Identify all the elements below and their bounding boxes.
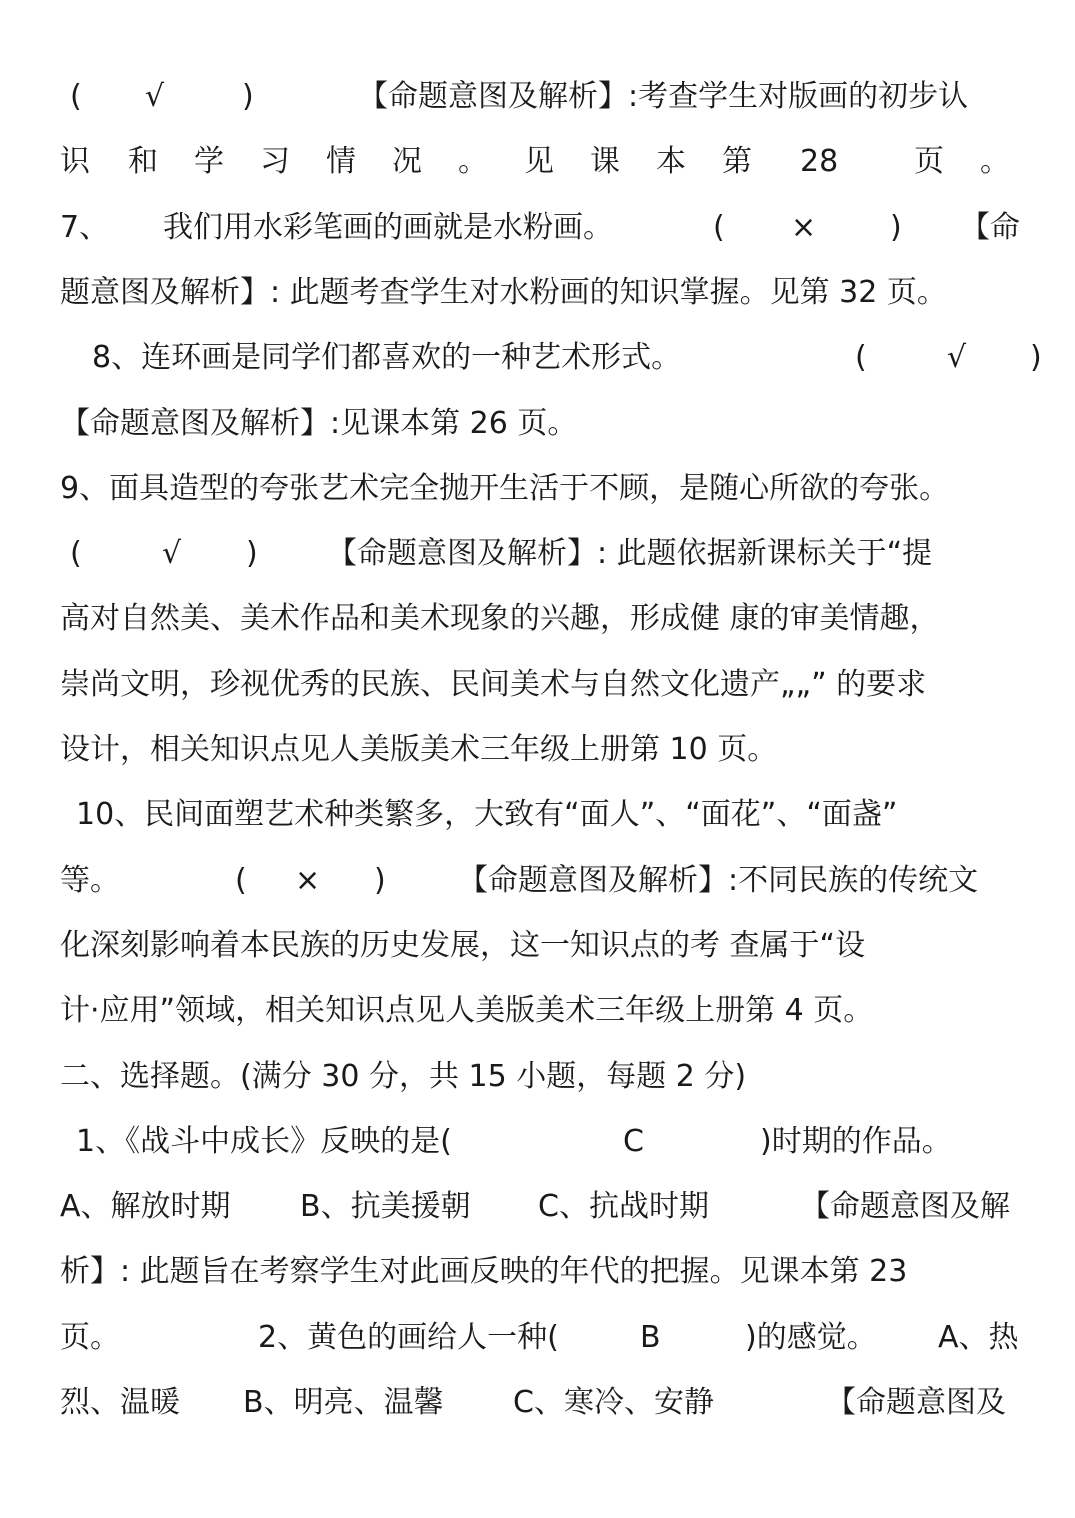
text-segment: 第 (722, 144, 752, 179)
text-segment: √ (947, 340, 967, 375)
text-segment: )时期的作品。 (760, 1124, 952, 1159)
text-segment: 【命题意图及解析】: 此题依据新课标关于“提 (327, 536, 933, 571)
text-line (0, 1252, 1075, 1292)
text-segment: ( (70, 536, 82, 571)
text-segment: 计·应用”领域，相关知识点见人美版美术三年级上册第 4 页。 (60, 993, 874, 1028)
text-line (0, 1318, 1075, 1358)
text-segment: B、抗美援朝 (300, 1189, 471, 1224)
text-segment: × (791, 210, 817, 245)
text-segment: ) (242, 79, 254, 114)
text-segment: 和 (128, 144, 158, 179)
text-segment: 10、民间面塑艺术种类繁多，大致有“面人”、“面花”、“面盏” (76, 797, 898, 832)
text-line (0, 77, 1075, 117)
text-segment: ( (713, 210, 725, 245)
text-segment: 设计，相关知识点见人美版美术三年级上册第 10 页。 (60, 732, 778, 767)
text-segment: 【命题意图及解析】:见课本第 26 页。 (60, 406, 578, 441)
text-line (0, 142, 1075, 182)
text-segment: 高对自然美、美术作品和美术现象的兴趣，形成健 康的审美情趣， (60, 601, 940, 636)
text-segment: 学 (194, 144, 224, 179)
text-segment: 页。 (60, 1320, 120, 1355)
text-segment: C、抗战时期 (538, 1189, 709, 1224)
text-segment: 情 (326, 144, 356, 179)
text-segment: 。 (980, 144, 1010, 179)
text-segment: × (295, 863, 321, 898)
text-line (0, 861, 1075, 901)
text-line (0, 795, 1075, 835)
text-line (0, 338, 1075, 378)
text-segment: C、寒冷、安静 (513, 1385, 714, 1420)
text-line (0, 534, 1075, 574)
text-segment: 2、黄色的画给人一种( (258, 1320, 559, 1355)
text-segment: ) (890, 210, 902, 245)
text-segment: ( (70, 79, 82, 114)
text-line (0, 208, 1075, 248)
text-segment: 化深刻影响着本民族的历史发展，这一知识点的考 查属于“设 (60, 928, 866, 963)
text-line (0, 730, 1075, 770)
text-segment: 二、选择题。(满分 30 分，共 15 小题，每题 2 分) (60, 1059, 747, 1094)
text-segment: 况 (392, 144, 422, 179)
text-segment: 崇尚文明，珍视优秀的民族、民间美术与自然文化遗产„„” 的要求 (60, 667, 927, 702)
text-segment: 1、《战斗中成长》反映的是( (76, 1124, 452, 1159)
text-segment: 【命题意图及 (826, 1385, 1006, 1420)
text-segment: 8、连环画是同学们都喜欢的一种艺术形式。 (92, 340, 682, 375)
text-segment: B、明亮、温馨 (243, 1385, 444, 1420)
text-segment: √ (162, 536, 182, 571)
text-segment: ) (246, 536, 258, 571)
text-line (0, 1122, 1075, 1162)
text-segment: C (623, 1124, 644, 1159)
text-line (0, 926, 1075, 966)
text-segment: 题意图及解析】: 此题考查学生对水粉画的知识掌握。见第 32 页。 (60, 275, 947, 310)
text-segment: A、热 (938, 1320, 1019, 1355)
text-line (0, 273, 1075, 313)
text-segment: ( (855, 340, 867, 375)
text-line (0, 599, 1075, 639)
text-segment: 识 (60, 144, 90, 179)
text-segment: 28 (800, 144, 839, 179)
text-line (0, 469, 1075, 509)
text-segment: 烈、温暖 (60, 1385, 180, 1420)
text-segment: 习 (260, 144, 290, 179)
text-segment: 。 (458, 144, 488, 179)
text-segment: A、解放时期 (60, 1189, 231, 1224)
text-segment: 【命题意图及解析】:不同民族的传统文 (458, 863, 979, 898)
text-segment: B (640, 1320, 661, 1355)
text-segment: )的感觉。 (745, 1320, 877, 1355)
text-segment: 课 (590, 144, 620, 179)
text-segment: 页 (914, 144, 944, 179)
text-line (0, 1383, 1075, 1423)
text-segment: √ (145, 79, 165, 114)
text-segment: ) (374, 863, 386, 898)
text-line (0, 991, 1075, 1031)
text-segment: 9、面具造型的夸张艺术完全抛开生活于不顾，是随心所欲的夸张。 (60, 471, 950, 506)
text-line (0, 1057, 1075, 1097)
text-segment: ( (235, 863, 247, 898)
text-segment: ) (1030, 340, 1042, 375)
text-segment: 【命 (960, 210, 1020, 245)
text-line (0, 404, 1075, 444)
text-segment: 析】: 此题旨在考察学生对此画反映的年代的把握。见课本第 23 (60, 1254, 908, 1289)
text-line (0, 665, 1075, 705)
text-segment: 等。 (60, 863, 120, 898)
text-segment: 7、 (60, 210, 110, 245)
text-segment: 见 (524, 144, 554, 179)
text-segment: 本 (656, 144, 686, 179)
text-segment: 【命题意图及解 (800, 1189, 1010, 1224)
text-segment: 【命题意图及解析】:考查学生对版画的初步认 (358, 79, 969, 114)
text-segment: 我们用水彩笔画的画就是水粉画。 (163, 210, 613, 245)
text-line (0, 1187, 1075, 1227)
